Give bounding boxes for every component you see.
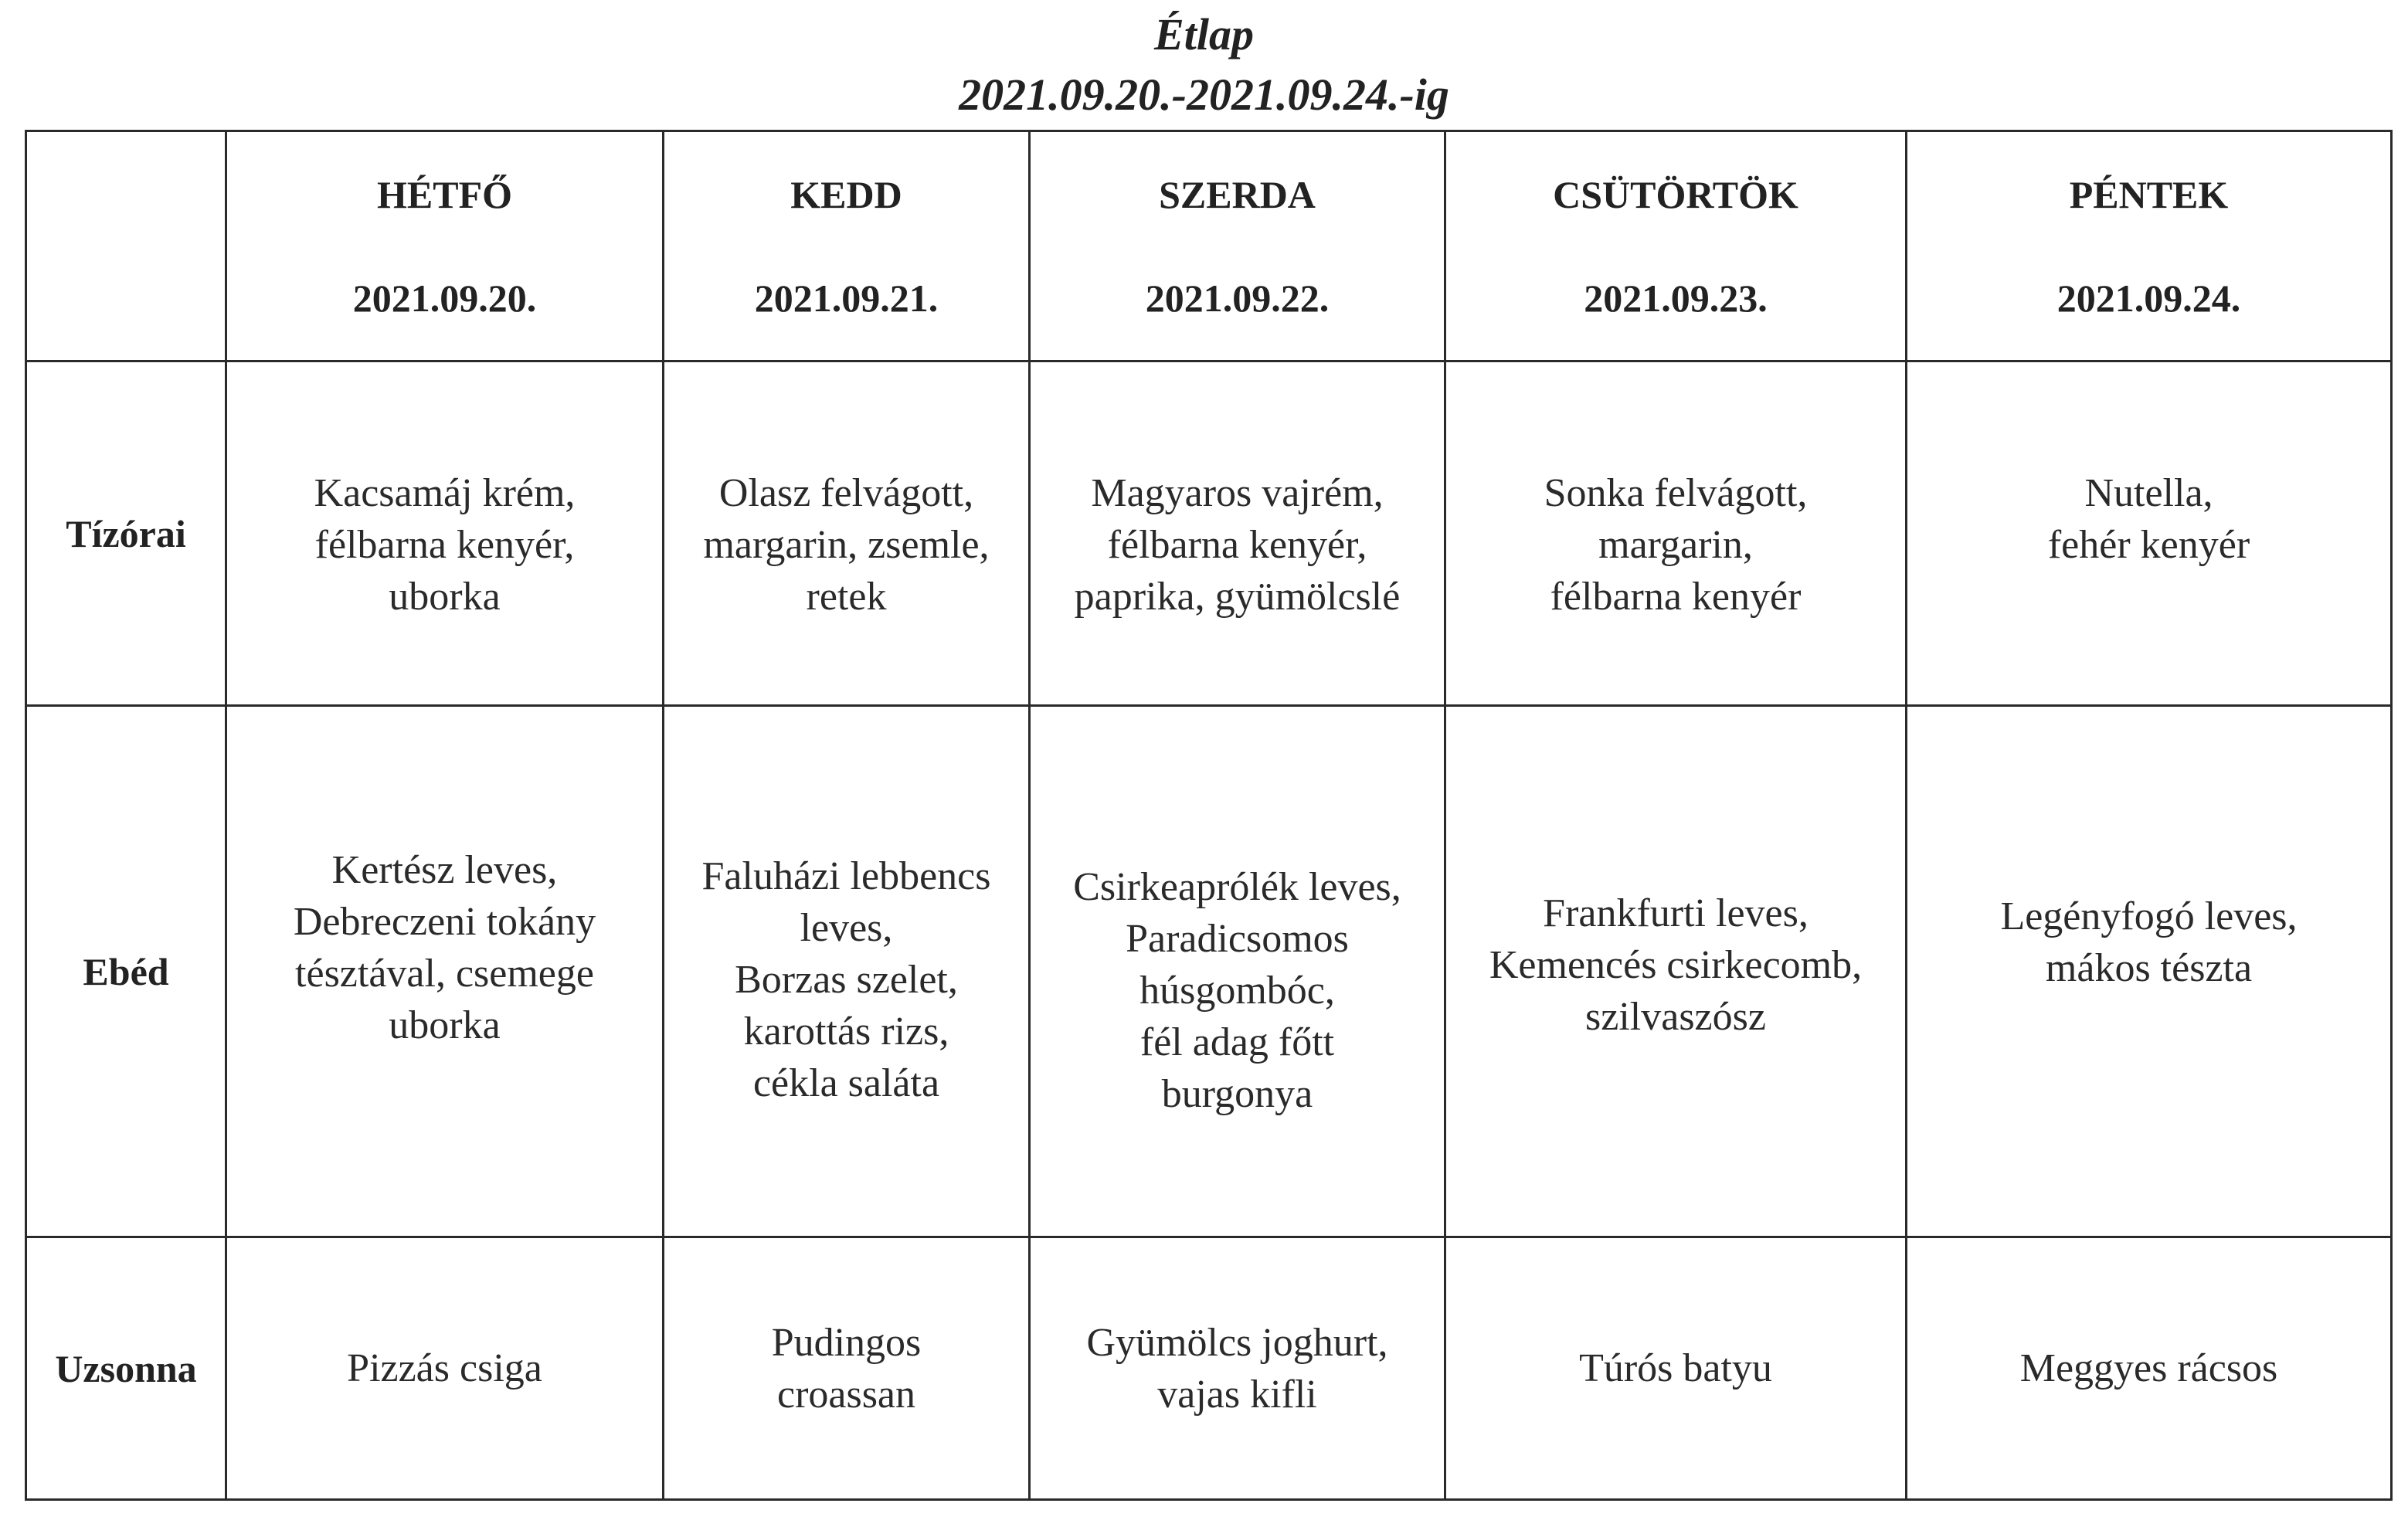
menu-cell: Csirkeaprólék leves, Paradicsomos húsgombóc, fél adag főtt burgonya (1030, 706, 1445, 1237)
meal-label-tizorai: Tízórai (26, 361, 226, 706)
row-uzsonna (26, 1237, 2392, 1500)
menu-table (25, 130, 2393, 1501)
page-title: Étlap (1154, 9, 1254, 59)
menu-cell: Magyaros vajrém, félbarna kenyér, paprika, gyümölcslé (1030, 361, 1445, 706)
date-range: 2021.09.20.-2021.09.24.-ig (959, 70, 1449, 120)
menu-cell: Meggyes rácsos (1907, 1237, 2392, 1500)
menu-cell: Túrós batyu (1445, 1237, 1907, 1500)
day-name: PÉNTEK (2069, 172, 2229, 216)
day-header-friday (1907, 131, 2392, 361)
day-date: 2021.09.23. (1584, 276, 1768, 320)
row-ebed (26, 706, 2392, 1237)
menu-cell: Gyümölcs joghurt, vajas kifli (1030, 1237, 1445, 1500)
day-header-tuesday (664, 131, 1030, 361)
day-header-wednesday (1030, 131, 1445, 361)
menu-cell: Kacsamáj krém, félbarna kenyér, uborka (226, 361, 664, 706)
day-date: 2021.09.22. (1145, 276, 1330, 320)
day-header-thursday (1445, 131, 1907, 361)
menu-cell: Olasz felvágott, margarin, zsemle, retek (664, 361, 1030, 706)
corner-cell (26, 131, 226, 361)
day-date: 2021.09.24. (2056, 276, 2241, 320)
menu-cell: Legényfogó leves, mákos tészta (1907, 706, 2392, 1237)
day-name: KEDD (790, 172, 902, 216)
day-date: 2021.09.20. (352, 276, 537, 320)
meal-label-uzsonna: Uzsonna (26, 1237, 226, 1500)
menu-cell: Pizzás csiga (226, 1237, 664, 1500)
menu-cell: Faluházi lebbencs leves, Borzas szelet, karottás rizs, cékla saláta (664, 706, 1030, 1237)
meal-label-ebed: Ebéd (26, 706, 226, 1237)
row-tizorai (26, 361, 2392, 706)
day-name: HÉTFŐ (376, 172, 513, 216)
menu-cell: Nutella, fehér kenyér (1907, 361, 2392, 706)
day-name: CSÜTÖRTÖK (1553, 172, 1798, 216)
menu-cell: Kertész leves, Debreczeni tokány tésztával, csemege uborka (226, 706, 664, 1237)
day-header-monday (226, 131, 664, 361)
menu-cell: Frankfurti leves, Kemencés csirkecomb, szilvaszósz (1445, 706, 1907, 1237)
day-date: 2021.09.21. (754, 276, 939, 320)
header-row (26, 131, 2392, 361)
menu-cell: Sonka felvágott, margarin, félbarna kenyér (1445, 361, 1907, 706)
menu-cell: Pudingos croassan (664, 1237, 1030, 1500)
day-name: SZERDA (1159, 172, 1316, 216)
